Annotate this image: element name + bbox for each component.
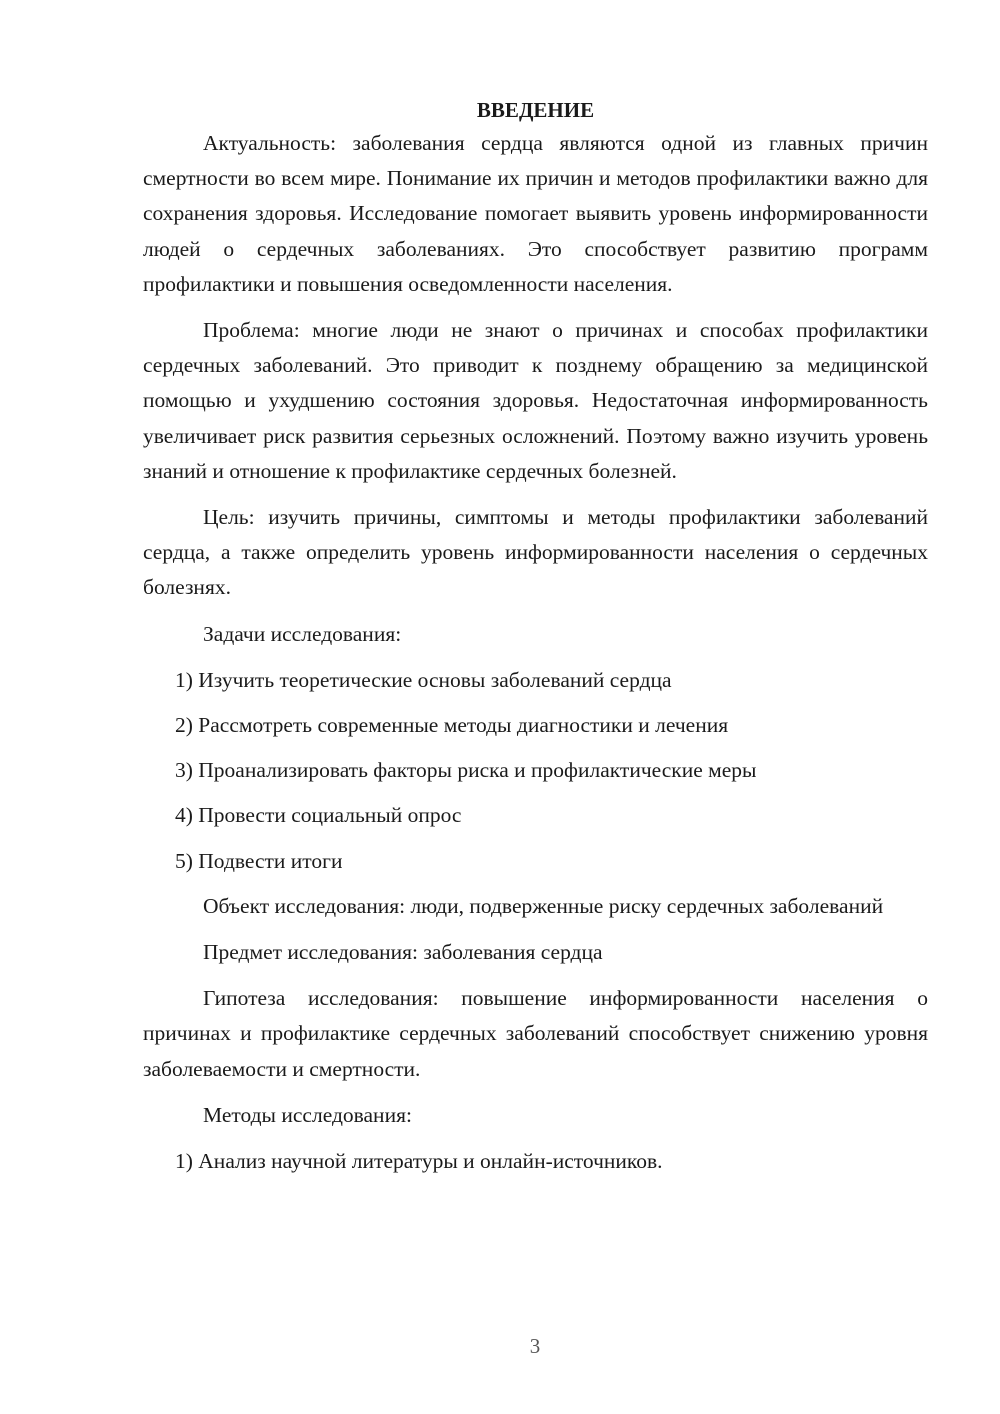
task-item: 2) Рассмотреть современные методы диагностики и лечения — [175, 713, 729, 738]
page-content — [143, 95, 928, 1189]
methods-heading: Методы исследования: — [203, 1102, 412, 1127]
problem-paragraph: Проблема: многие люди не знают о причинах и способах профилактики сердечных заболеваний. Это приводит к позднему обращению за медицинской помощью и ухудшению состояния здоровья. Недостаточная информированность увеличивает риск развития серьезных осложнений. Поэтому важно изучить уровень знаний и отношение к профилактике сердечных болезней. — [143, 318, 928, 483]
subject-paragraph: Предмет исследования: заболевания сердца — [203, 940, 603, 965]
method-item: 1) Анализ научной литературы и онлайн-источников. — [175, 1149, 663, 1174]
task-item: 1) Изучить теоретические основы заболеваний сердца — [175, 667, 672, 692]
tasks-heading: Задачи исследования: — [203, 621, 402, 646]
goal-paragraph: Цель: изучить причины, симптомы и методы профилактики заболеваний сердца, а также определить уровень информированности населения о сердечных болезнях. — [143, 505, 928, 600]
object-paragraph: Объект исследования: люди, подверженные риску сердечных заболеваний — [203, 893, 884, 918]
hypothesis-paragraph: Гипотеза исследования: повышение информированности населения о причинах и профилактике сердечных заболеваний способствует снижению уровня заболеваемости и смертности. — [143, 986, 928, 1081]
task-item: 4) Провести социальный опрос — [175, 803, 462, 828]
task-item: 5) Подвести итоги — [175, 848, 343, 873]
task-item: 3) Проанализировать факторы риска и профилактические меры — [175, 758, 757, 783]
page-number: 3 — [529, 1334, 541, 1358]
relevance-paragraph: Актуальность: заболевания сердца являются одной из главных причин смертности во всем мире. Понимание их причин и методов профилактики важно для сохранения здоровья. Исследование помогает выявить уровень информированности людей о сердечных заболеваниях. Это способствует развитию программ профилактики и повышения осведомленности населения. — [143, 131, 928, 296]
page-title: ВВЕДЕНИЕ — [476, 98, 595, 122]
